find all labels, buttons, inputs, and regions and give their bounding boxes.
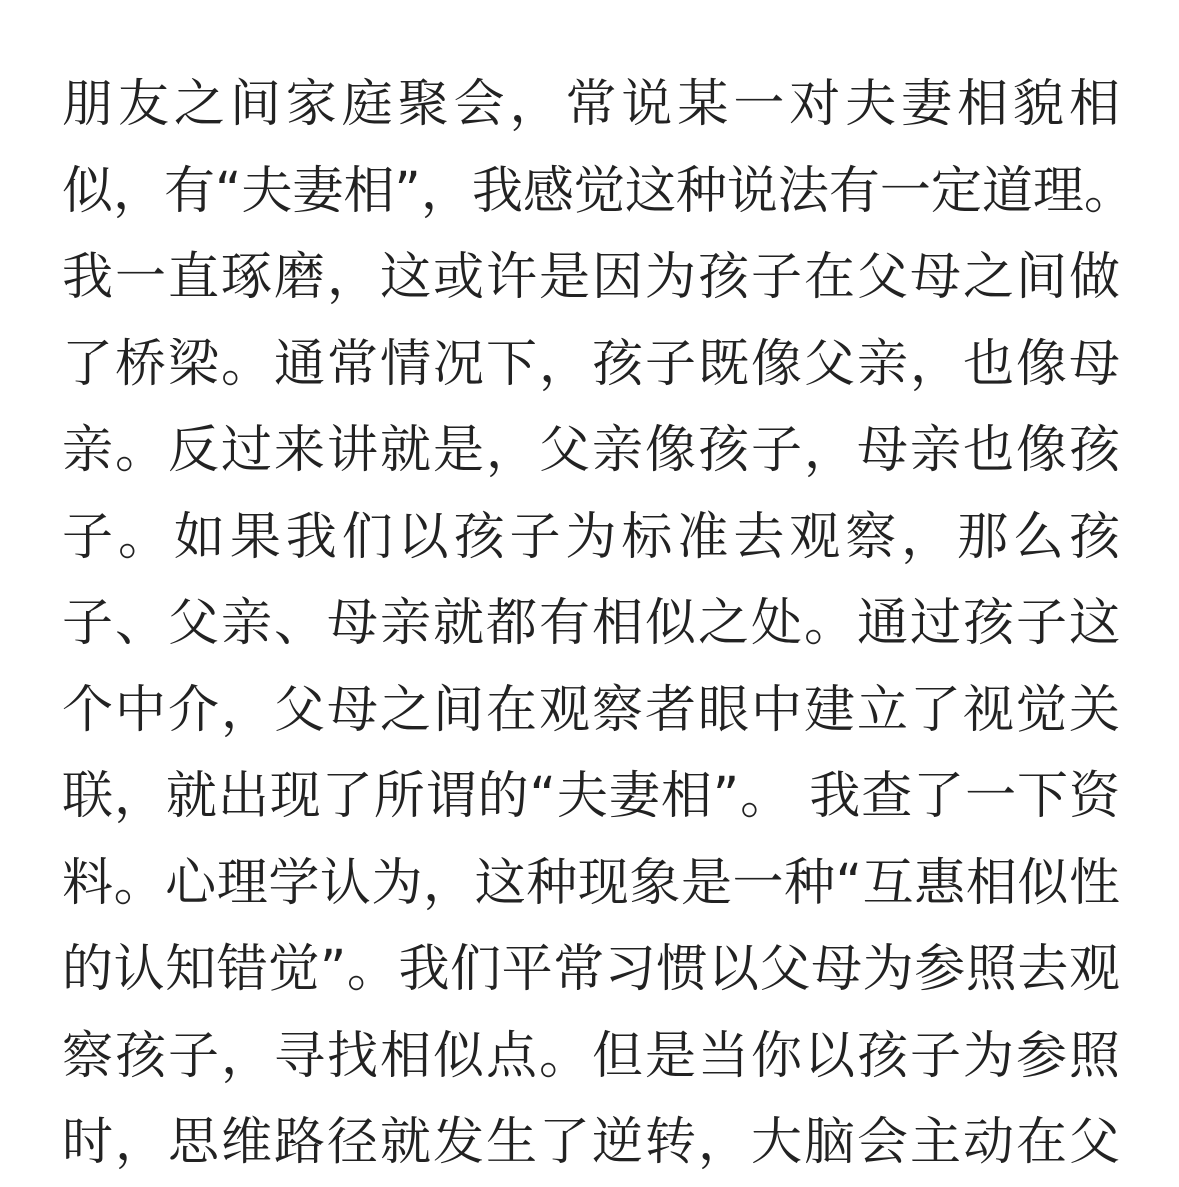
article-line: 了桥梁。通常情况下，孩子既像父亲，也像母 <box>62 334 1120 394</box>
article-body <box>62 62 1135 1187</box>
article-line: 子。如果我们以孩子为标准去观察，那么孩 <box>62 507 1120 567</box>
article-line: 似，有“夫妻相”，我感觉这种说法有一定道理。 <box>62 161 1135 221</box>
article-line: 我一直琢磨，这或许是因为孩子在父母之间做 <box>62 248 1120 307</box>
article-line: 个中介，父母之间在观察者眼中建立了视觉关 <box>62 680 1120 740</box>
article-line: 亲。反过来讲就是，父亲像孩子，母亲也像孩 <box>62 421 1120 480</box>
article-line: 朋友之间家庭聚会，常说某一对夫妻相貌相 <box>62 75 1120 134</box>
article-line: 料。心理学认为，这种现象是一种“互惠相似性 <box>62 853 1120 913</box>
article-line: 联，就出现了所谓的“夫妻相”。 我查了一下资 <box>62 767 1120 826</box>
article-line: 的认知错觉”。我们平常习惯以父母为参照去观 <box>62 940 1120 999</box>
article-line: 子、父亲、母亲就都有相似之处。通过孩子这 <box>62 594 1120 653</box>
article-line: 察孩子，寻找相似点。但是当你以孩子为参照 <box>62 1026 1120 1086</box>
article-line: 时，思维路径就发生了逆转，大脑会主动在父 <box>62 1113 1120 1172</box>
